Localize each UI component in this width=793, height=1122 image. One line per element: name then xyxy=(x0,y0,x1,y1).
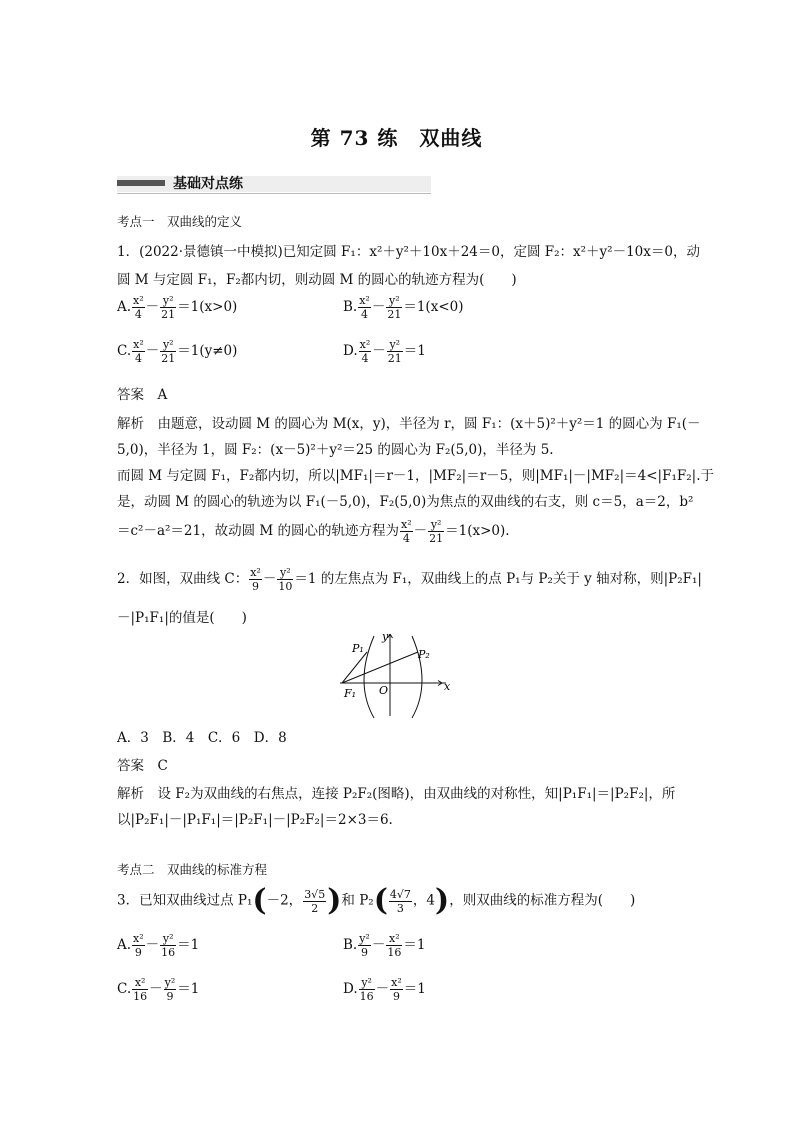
q1-solution-line-1: 解析 由题意，设动圆 M 的圆心为 M(x，y)，半径为 r，圆 F₁：(x＋5)²＋y²＝1 的圆心为 F₁(－ xyxy=(117,416,701,432)
q1-solution-line-4: 是，动圆 M 的圆心的轨迹为以 F₁(－5,0)，F₂(5,0)为焦点的双曲线的右支，则 c＝5，a＝2，b² xyxy=(117,494,694,510)
q3-option-d: D. $\frac{\text{y²}}{16}$ － $\frac{\text{x²}}{9}$ ＝1 xyxy=(343,976,426,1003)
label-p2: P₂ xyxy=(418,648,430,661)
q3-option-b: B. $\frac{\text{y²}}{9}$ － $\frac{\text{x²}}{16}$ ＝1 xyxy=(343,932,426,959)
q3-option-c: C. $\frac{\text{x²}}{16}$ － $\frac{\text{y²}}{9}$ ＝1 xyxy=(117,976,200,1003)
hyperbola-figure xyxy=(330,628,460,720)
q3-line: 3．已知双曲线过点 P₁(－2， $\frac{3√5}{2}$ )和 P₂( $\frac{4√7}{3}$ ，4)，则双曲线的标准方程为( ) xyxy=(117,883,636,918)
q2-options: A．3 B．4 C．6 D．8 xyxy=(117,730,287,746)
q2-solution-line-2: 以|P₂F₁|－|P₁F₁|＝|P₂F₁|－|P₂F₂|＝2×3＝6. xyxy=(117,812,393,828)
q1-option-d: D. $\frac{\text{x²}}{4}$ － $\frac{\text{y²}}{21}$ ＝1 xyxy=(343,338,426,365)
q2-answer xyxy=(117,754,168,774)
label-x: x xyxy=(444,680,451,693)
section-bar-rule xyxy=(117,193,431,194)
q1-solution-line-3: 而圆 M 与定圆 F₁，F₂都内切，所以|MF₁|＝r－1，|MF₂|＝r－5，则|MF₁|－|MF₂|＝4<|F₁F₂|.于 xyxy=(117,468,714,484)
q2-line-1: 2．如图，双曲线 C： $\frac{\text{x²}}{9}$ － $\frac{\text{y²}}{10}$ ＝1 的左焦点为 F₁，双曲线上的点 P₁与 P₂关于 y 轴对称，则|P₂F₁| xyxy=(117,566,702,593)
analysis-label: 解析 xyxy=(117,416,144,432)
answer-label: 答案 xyxy=(117,758,144,774)
topic-1-heading: 考点一 双曲线的定义 xyxy=(117,214,243,229)
segment-p2-f1 xyxy=(342,652,418,683)
answer-value: C xyxy=(157,758,168,774)
q1-option-b: B. $\frac{\text{x²}}{4}$ － $\frac{\text{y²}}{21}$ ＝1(x<0) xyxy=(343,294,464,321)
section-bar-accent xyxy=(117,180,165,186)
q1-line-2: 圆 M 与定圆 F₁，F₂都内切，则动圆 M 的圆心的轨迹方程为( ) xyxy=(117,272,517,288)
page-title: 第 73 练 双曲线 xyxy=(310,126,483,150)
left-branch xyxy=(364,636,374,718)
left-paren: ( xyxy=(252,883,267,918)
q1-line-1: 1．(2022·景德镇一中模拟)已知定圆 F₁：x²＋y²＋10x＋24＝0，定圆 F₂：x²＋y²－10x＝0，动 xyxy=(117,244,700,260)
left-paren: ( xyxy=(373,883,388,918)
answer-value: A xyxy=(157,387,168,403)
right-paren: ) xyxy=(435,883,450,918)
q2-solution-line-1: 解析 设 F₂为双曲线的右焦点，连接 P₂F₂(图略)，由双曲线的对称性，知|P₁F₁|＝|P₂F₂|，所 xyxy=(117,786,676,802)
right-paren: ) xyxy=(327,883,342,918)
label-y: y xyxy=(382,630,389,643)
q1-option-a: A. $\frac{\text{x²}}{4}$ － $\frac{\text{y²}}{21}$ ＝1(x>0) xyxy=(117,294,238,321)
label-p1: P₁ xyxy=(352,642,364,655)
section-header xyxy=(117,172,431,194)
q3-option-a: A. $\frac{\text{x²}}{9}$ － $\frac{\text{y²}}{16}$ ＝1 xyxy=(117,932,200,959)
answer-label: 答案 xyxy=(117,387,144,403)
q1-option-c: C. $\frac{\text{x²}}{4}$ － $\frac{\text{y²}}{21}$ ＝1(y≠0) xyxy=(117,338,238,365)
q2-line-2: －|P₁F₁|的值是( ) xyxy=(117,610,247,626)
q1-solution-line-5: ＝c²－a²＝21，故动圆 M 的圆心的轨迹方程为 $\frac{\text{x²}}{4}$ － $\frac{\text{y²}}{21}$ ＝1(x>0). xyxy=(117,518,510,545)
analysis-label: 解析 xyxy=(117,786,144,802)
q1-answer xyxy=(117,383,167,403)
q1-solution-line-2: 5,0)，半径为 1，圆 F₂：(x－5)²＋y²＝25 的圆心为 F₂(5,0)，半径为 5. xyxy=(117,442,554,458)
label-origin: O xyxy=(379,684,389,697)
section-label: 基础对点练 xyxy=(173,176,243,192)
topic-2-heading: 考点二 双曲线的标准方程 xyxy=(117,862,268,877)
label-f1: F₁ xyxy=(344,687,357,700)
